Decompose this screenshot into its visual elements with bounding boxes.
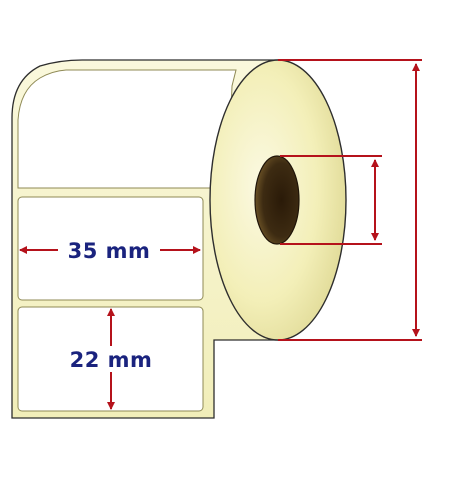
height-label: 22 mm [69,348,153,372]
width-label: 35 mm [67,239,151,263]
roll-side-face [210,60,346,340]
core-hole [255,156,299,244]
label-top [18,70,236,188]
